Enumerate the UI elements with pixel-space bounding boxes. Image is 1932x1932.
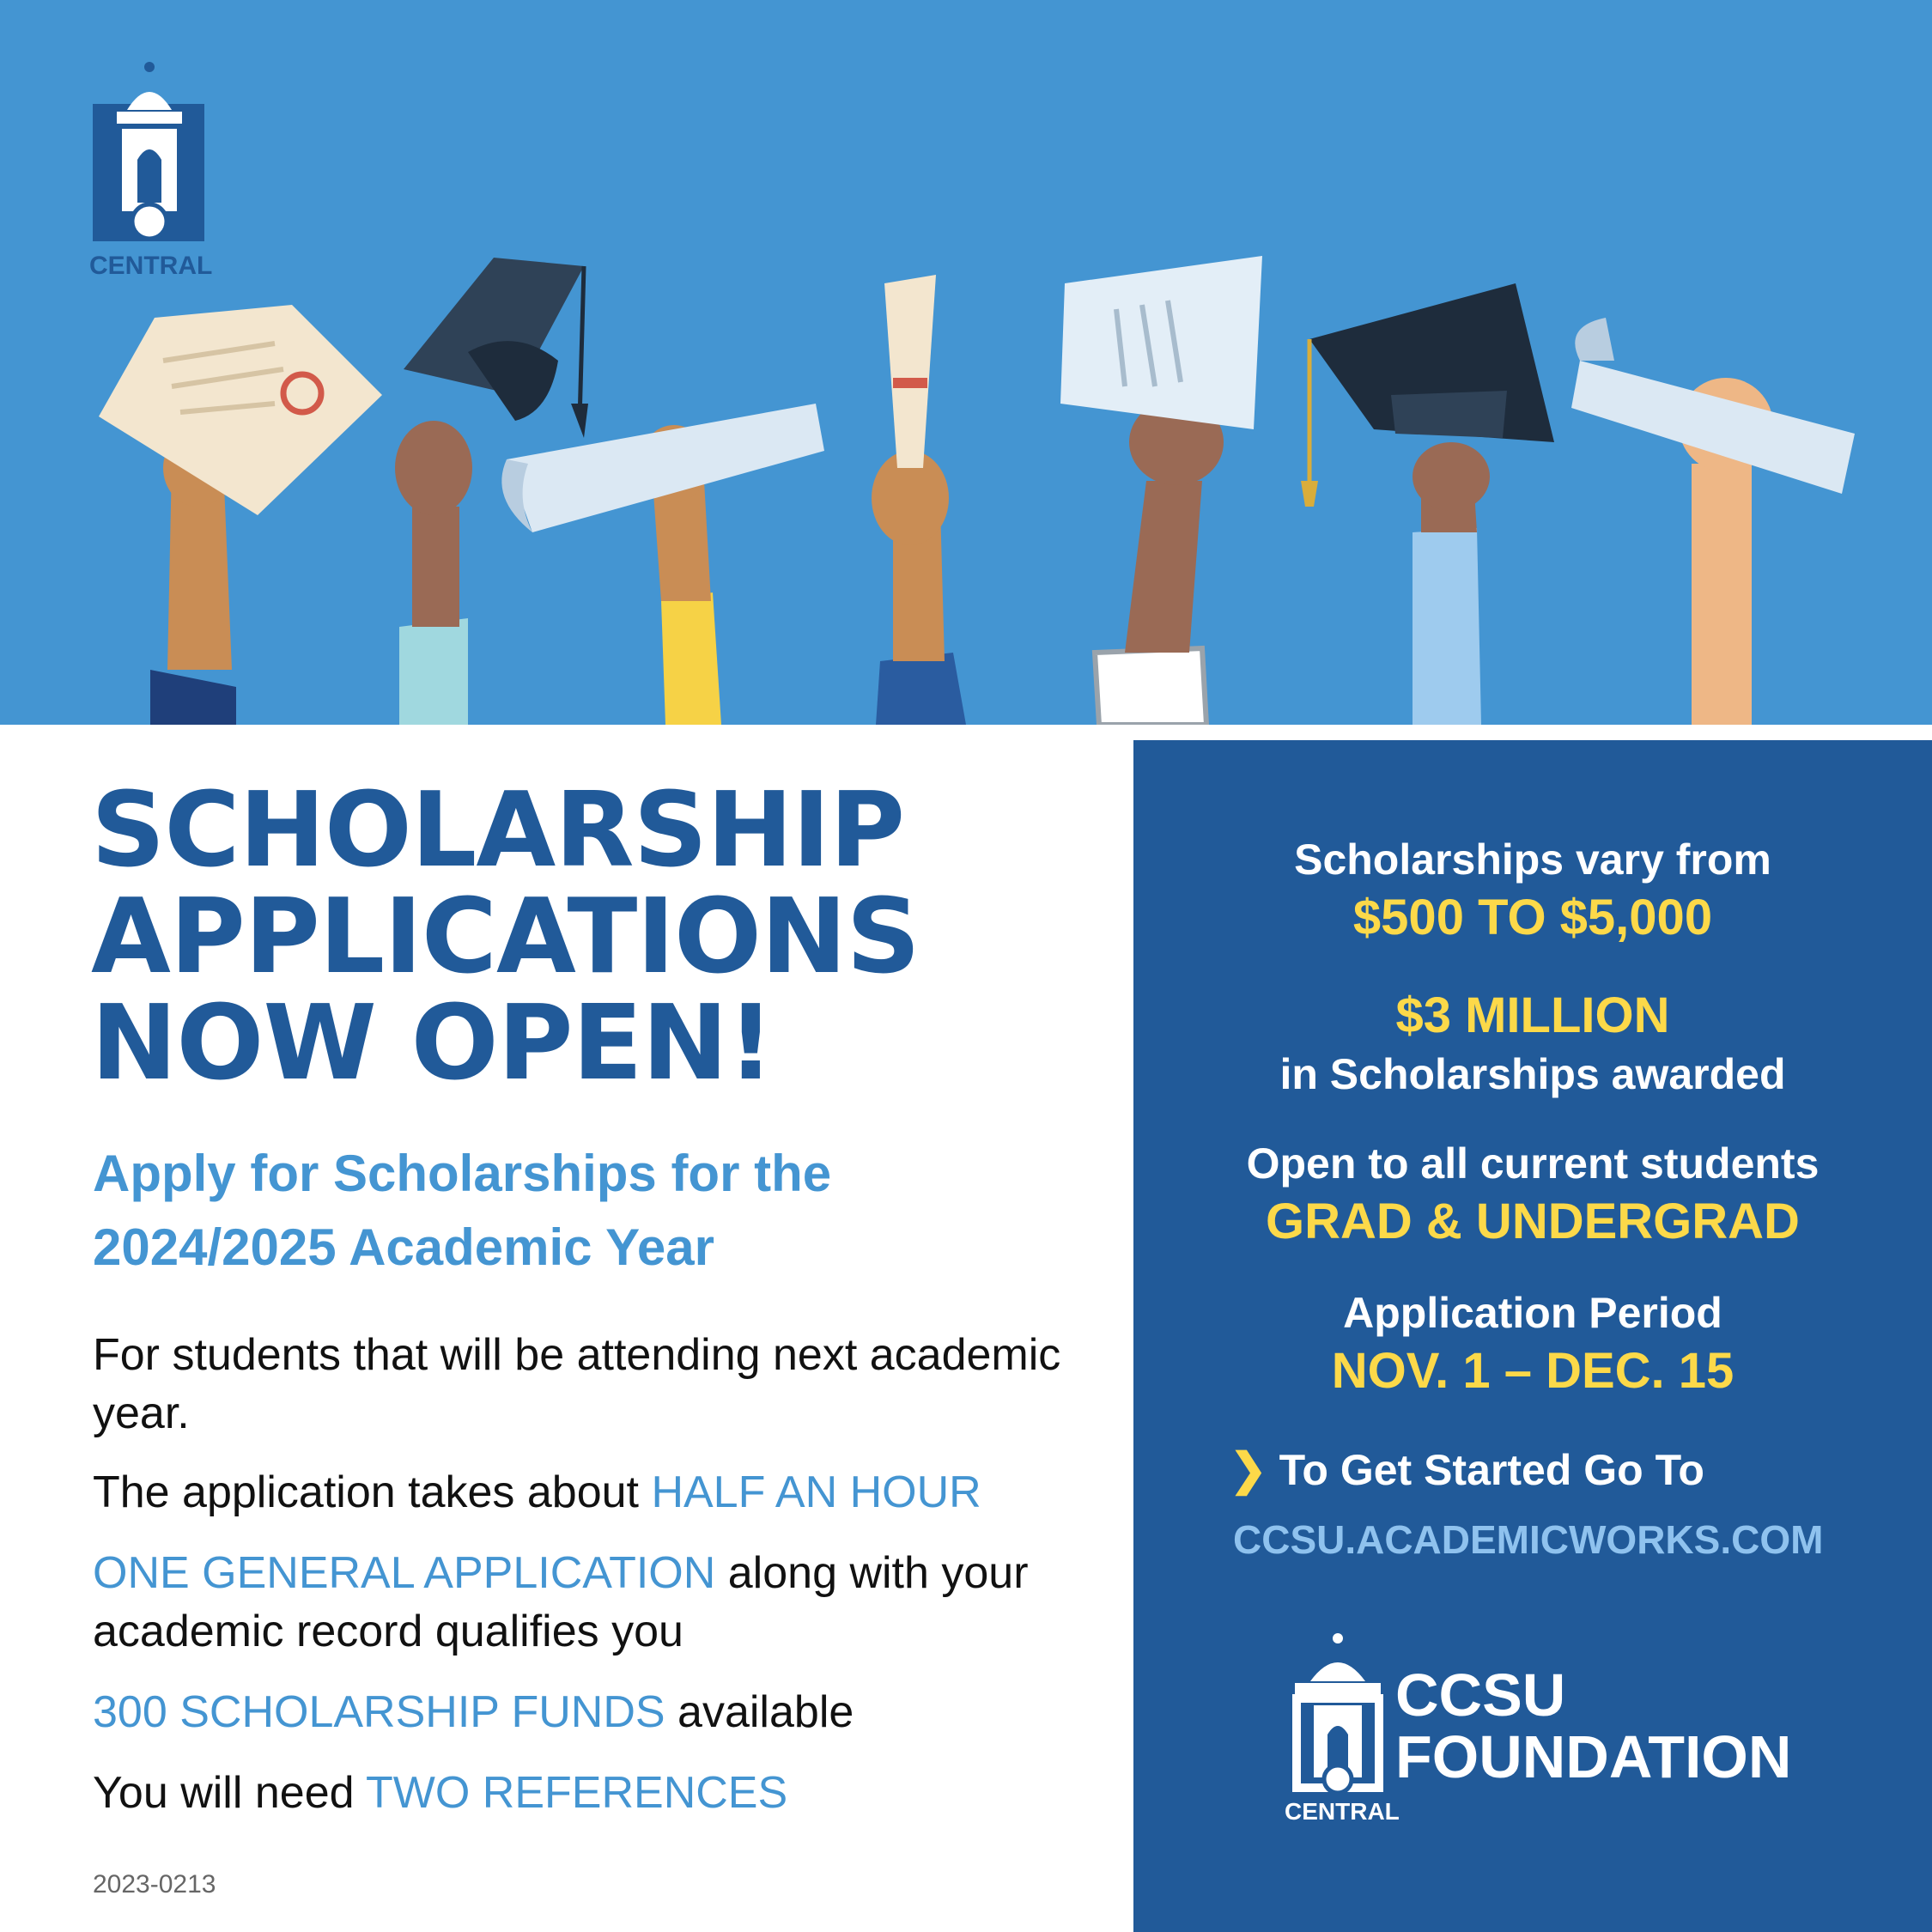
arm-holding-scroll-2 [1571,318,1855,725]
get-started-cta [1230,1444,1704,1496]
arm-holding-certificate [99,305,382,725]
foundation-name-line2: FOUNDATION [1395,1723,1792,1790]
funds-highlight: 300 SCHOLARSHIP FUNDS [93,1687,665,1737]
eligibility-fact [1133,1135,1932,1252]
central-logo [93,57,210,283]
range-label: Scholarships vary from [1294,835,1771,884]
refs-highlight: TWO REFERENCES [366,1768,788,1818]
range-value: $500 TO $5,000 [1352,890,1713,945]
arm-holding-scroll [501,404,824,725]
hero-banner [0,0,1932,725]
academicworks-link[interactable]: CCSU.ACADEMICWORKS.COM [1233,1517,1824,1562]
funds-note [93,1683,1106,1741]
headline-line: SCHOLARSHIP [91,771,905,890]
foundation-name-line1: CCSU [1395,1662,1566,1728]
period-fact [1133,1285,1932,1401]
graduation-illustration [0,0,1932,725]
total-fact [1133,986,1932,1103]
left-panel [0,725,1133,1932]
cupola-icon [93,57,210,254]
funds-suffix: available [665,1687,854,1737]
arm-holding-cap-2 [1301,283,1554,725]
time-highlight: HALF AN HOUR [651,1467,981,1517]
total-label: in Scholarships awarded [1279,1050,1786,1098]
ccsu-foundation-logo [1286,1631,1389,1799]
attending-note: For students that will be attending next academic year. [93,1330,1061,1438]
time-note [93,1463,1106,1522]
arm-holding-rolled-diploma [872,275,966,725]
arm-holding-paper [1060,256,1262,725]
refs-prefix: You will need [93,1768,367,1818]
headline [91,771,920,1103]
eligibility-label: Open to all current students [1246,1139,1820,1188]
references-note [93,1764,1106,1822]
range-fact [1133,831,1932,948]
chevron-right-icon: ❯ [1230,1445,1267,1495]
general-suffix: along with your academic record qualifies you [93,1548,1029,1656]
general-application-note [93,1544,1106,1661]
cta-label: To Get Started Go To [1279,1446,1704,1494]
general-highlight: ONE GENERAL APPLICATION [93,1548,716,1598]
right-panel [1133,740,1932,1932]
subheading: Apply for Scholarships for the 2024/2025 Academic Year [93,1145,832,1276]
period-value: NOV. 1 – DEC. 15 [1331,1343,1735,1399]
headline-line: NOW OPEN! [91,984,774,1103]
eligibility-value: GRAD & UNDERGRAD [1266,1194,1800,1249]
document-code: 2023-0213 [93,1870,216,1899]
cupola-icon [1286,1631,1389,1795]
foundation-logo-label: CENTRAL [1285,1798,1400,1825]
central-logo-label: CENTRAL [89,252,213,280]
total-value: $3 MILLION [1395,987,1670,1043]
headline-line: APPLICATIONS [91,878,920,997]
time-prefix: The application takes about [93,1467,652,1517]
period-label: Application Period [1343,1289,1722,1337]
